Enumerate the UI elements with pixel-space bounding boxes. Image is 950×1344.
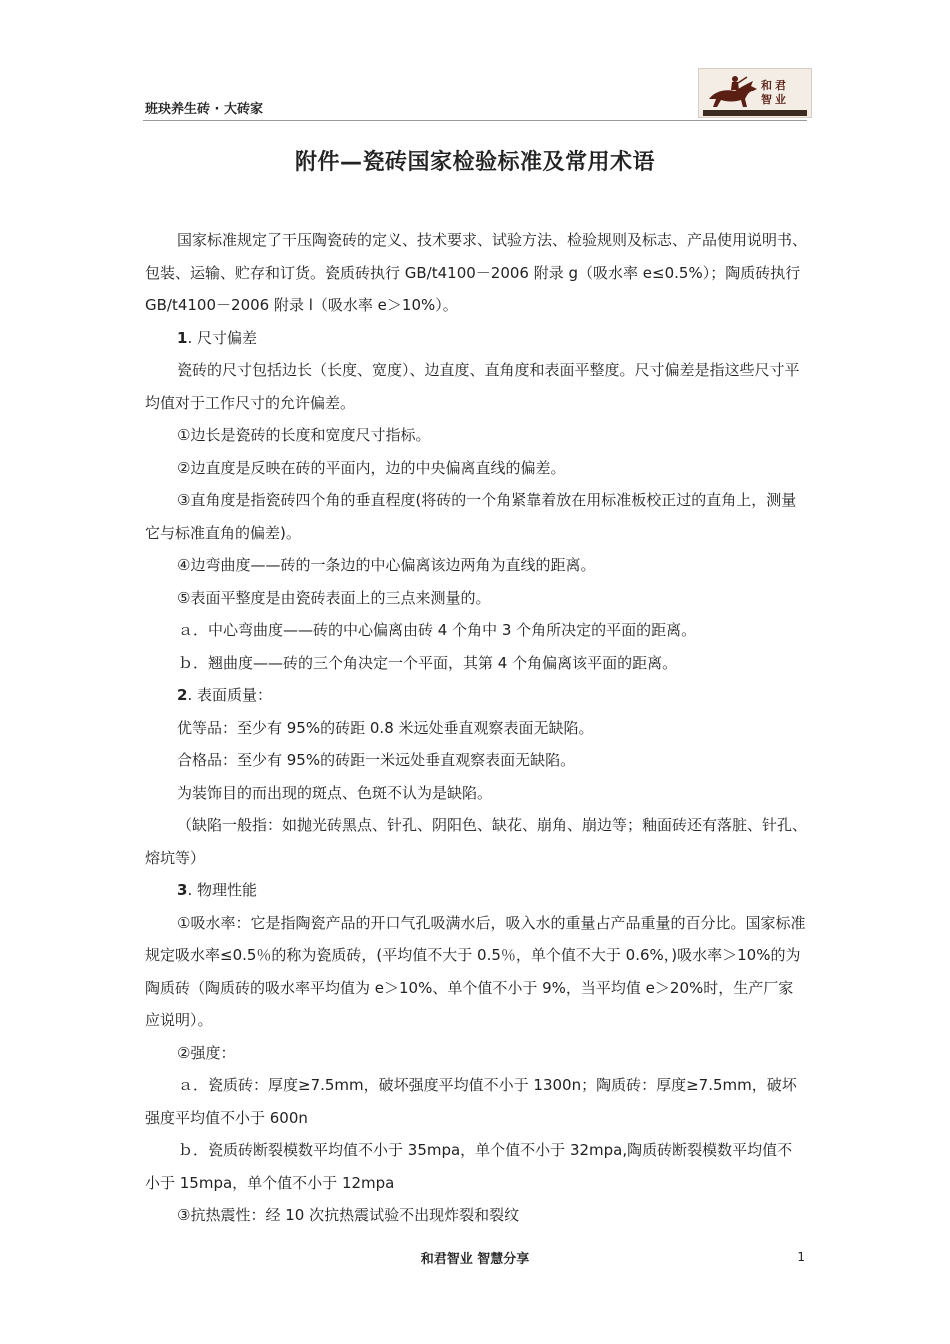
intro-paragraph: 国家标准规定了干压陶瓷砖的定义、技术要求、试验方法、检验规则及标志、产品使用说明书、包装、运输、贮存和订货。瓷质砖执行 GB/t4100－2006 附录 g（吸水率 e≤0.5%）；陶质砖执行 GB/t4100－2006 附录 l（吸水率 e＞10%）。	[145, 231, 808, 314]
logo-char-3: 智	[761, 93, 772, 106]
header-divider	[143, 120, 807, 121]
paragraph: 优等品：至少有 95%的砖距 0.8 米远处垂直观察表面无缺陷。	[177, 718, 594, 737]
section-heading-3	[145, 874, 807, 907]
list-item: ①边长是瓷砖的长度和宽度尺寸指标。	[177, 426, 431, 444]
list-item: ⑤表面平整度是由瓷砖表面上的三点来测量的。	[177, 588, 491, 607]
logo-char-1: 和	[761, 79, 772, 92]
section-heading-2	[145, 679, 807, 712]
company-logo	[698, 68, 812, 118]
sub-item: ｂ．瓷质砖断裂模数平均值不小于 35mpa，单个值不小于 32mpa,陶质砖断裂模数平均值不小于 15mpa，单个值不小于 12mpa	[145, 1141, 793, 1192]
footer-slogan: 和君智业 智慧分享	[420, 1252, 530, 1267]
logo-char-2: 君	[775, 79, 786, 92]
paragraph: ①吸水率：它是指陶瓷产品的开口气孔吸满水后，吸入水的重量占产品重量的百分比。国家标准规定吸水率≤0.5％的称为瓷质砖，(平均值不大于 0.5％，单个值不大于 0.6%，)吸水率＞10%的为陶质砖（陶质砖的吸水率平均值为 e＞10%、单个值不小于 9%，当平均值 e＞20%时，生产厂家应说明）。	[145, 913, 806, 1029]
section-title-2: . 表面质量：	[187, 686, 272, 704]
list-item: ④边弯曲度——砖的一条边的中心偏离该边两角为直线的距离。	[177, 556, 596, 574]
section-title-1: . 尺寸偏差	[187, 328, 257, 347]
sub-item: ａ．中心弯曲度——砖的中心偏离由砖 4 个角中 3 个角所决定的平面的距离。	[178, 621, 697, 639]
paragraph: 为装饰目的而出现的斑点、色斑不认为是缺陷。	[177, 783, 493, 802]
header-brand-text: 班玦养生砖 · 大砖家	[145, 102, 263, 117]
horse-rider-logo-icon	[699, 69, 811, 117]
section-heading-1	[145, 322, 807, 355]
paragraph: 瓷砖的尺寸包括边长（长度、宽度）、边直度、直角度和表面平整度。尺寸偏差是指这些尺寸平均值对于工作尺寸的允许偏差。	[145, 361, 800, 412]
section-number-3: 3	[177, 881, 188, 899]
section-number-2: 2	[177, 686, 188, 704]
list-item: ③直角度是指瓷砖四个角的垂直程度(将砖的一个角紧靠着放在用标准板校正过的直角上，测量它与标准直角的偏差)。	[145, 491, 797, 542]
sub-item: ｂ．翘曲度——砖的三个角决定一个平面，其第 4 个角偏离该平面的距离。	[178, 653, 678, 672]
document-body	[145, 224, 807, 1232]
section-number-1: 1	[177, 328, 188, 347]
paragraph: ②强度：	[177, 1043, 236, 1062]
paragraph: （缺陷一般指：如抛光砖黑点、针孔、阴阳色、缺花、崩角、崩边等；釉面砖还有落脏、针孔、熔坑等）	[145, 816, 808, 867]
paragraph: ③抗热震性：经 10 次抗热震试验不出现炸裂和裂纹	[177, 1206, 520, 1224]
paragraph: 合格品：至少有 95%的砖距一米远处垂直观察表面无缺陷。	[177, 751, 576, 769]
list-item: ②边直度是反映在砖的平面内，边的中央偏离直线的偏差。	[177, 458, 566, 477]
page-number: 1	[797, 1250, 805, 1264]
document-title: 附件—瓷砖国家检验标准及常用术语	[294, 150, 655, 175]
section-title-3: . 物理性能	[187, 881, 257, 899]
logo-char-4: 业	[775, 93, 786, 106]
sub-item: ａ．瓷质砖：厚度≥7.5mm，破坏强度平均值不小于 1300n；陶质砖：厚度≥7.5mm，破坏强度平均值不小于 600n	[145, 1076, 797, 1127]
